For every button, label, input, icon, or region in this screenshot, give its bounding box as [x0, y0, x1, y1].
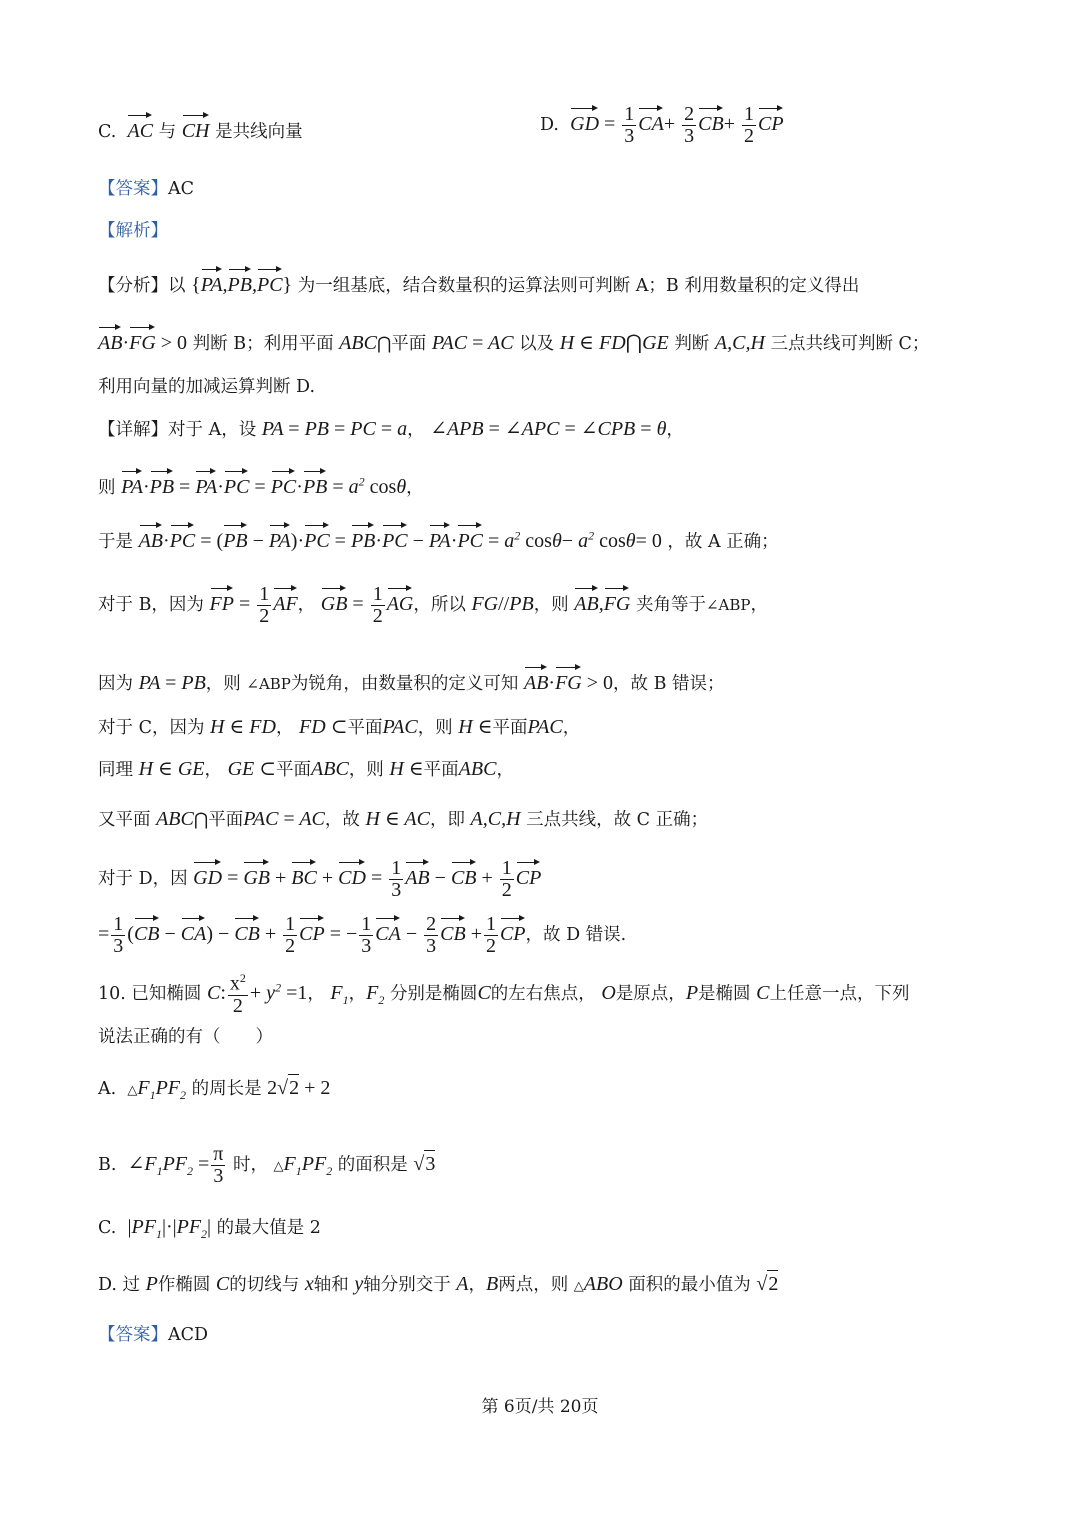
- q10-stem-line2: 说法正确的有（ ）: [98, 1027, 273, 1047]
- q9-answer: 【答案】AC: [98, 179, 195, 199]
- q10-option-d: D. 过 P作椭圆 C的切线与 x轴和 y轴分别交于 A，B两点，则 △ABO 面积的最小值为 √2: [98, 1270, 778, 1299]
- q9-detail-c3: 又平面 ABC⋂平面PAC = AC，故 H ∈ AC，即 A,C,H 三点共线，故 C 正确；: [98, 808, 709, 830]
- q10-option-a: A. $\triangle F_1PF_2$ 的周长是 2√2 + 2: [98, 1074, 330, 1108]
- q9-detail-c1: 对于 C，因为 H ∈ FD， FD ⊂平面PAC，则 H ∈平面PAC，: [98, 716, 581, 738]
- q9-analysis-line1: 【分析】以 {PA,PB,PC} 为一组基底，结合数量积的运算法则可判断 A；B 利用数量积的定义得出: [98, 266, 859, 299]
- q9-option-c: C. AC 与 CH 是共线向量: [98, 112, 303, 145]
- q9-detail-d1: 对于 D，因 GD = GB + BC + CD = $\frac{1}{3}$ AB − CB + $\frac{1}{2}$ CP: [98, 857, 542, 901]
- q9-detail-b2: 因为 PA = PB，则 ∠ABP为锐角，由数量积的定义可知 AB·FG > 0，故 B 错误；: [98, 664, 725, 697]
- q9-detail-a1: 【详解】对于 A，设 PA = PB = PC = a， ∠APB = ∠APC = ∠CPB = θ，: [98, 418, 684, 440]
- q9-detail-b1: 对于 B，因为 FP = $\frac{1}{2}$ AF， GB = $\frac{1}{2}$ AG，所以 FG//PB，则 AB,FG 夹角等于∠ABP，: [98, 583, 768, 627]
- q10-stem-line1: 10. 已知椭圆 C: $\frac{x^2}{2}$ + $y^2 =1$， $F_1$，$F_2$ 分别是椭圆C的左右焦点， O是原点，P是椭圆 C上任意一点，下列: [98, 971, 910, 1017]
- q9-detail-d2: = $\frac{1}{3}$ (CB − CA) − CB + $\frac{1}{2}$ CP = − $\frac{1}{3}$ CA − $\frac{2}{3}$ CB + $\frac{1}{2}$ CP，故 D 错误.: [98, 913, 627, 957]
- q9-detail-a3: 于是 $AB\cdot PC = (PB - PA)\cdot PC = PB\cdot PC - PA\cdot PC = a^2$ $\cos\theta- a^2$ cosθ= 0 ，故 A 正确；: [98, 522, 779, 555]
- q10-option-c: C. $|PF_1|\cdot|PF_2|$ 的最大值是 2: [98, 1216, 321, 1241]
- page-footer: 第 6页/共 20页: [481, 1397, 599, 1417]
- q10-option-b: B. $\angle F_1PF_2$ = $\frac{\pi}{3}$ 时， $\triangle F_1PF_2$ 的面积是 √3: [98, 1143, 436, 1187]
- q9-option-d: D. GD = $\frac{1}{3}$ CA+ $\frac{2}{3}$ CB+ $\frac{1}{2}$ CP: [540, 103, 784, 147]
- q9-jiexi-tag: 【解析】: [98, 221, 168, 241]
- q9-analysis-line2: AB·FG > 0 判断 B；利用平面 ABC⋂平面 PAC = AC 以及 H ∈ FD⋂GE 判断 A,C,H 三点共线可判断 C；: [98, 324, 929, 357]
- q9-analysis-line3: 利用向量的加减运算判断 D.: [98, 377, 316, 397]
- q9-detail-a2: 则 $PA\cdot PB = PA\cdot PC = PC\cdot PB = a^2$ cosθ，: [98, 468, 424, 501]
- q9-detail-c2: 同理 H ∈ GE， GE ⊂平面ABC，则 H ∈平面ABC，: [98, 758, 514, 780]
- q10-answer: 【答案】ACD: [98, 1325, 209, 1345]
